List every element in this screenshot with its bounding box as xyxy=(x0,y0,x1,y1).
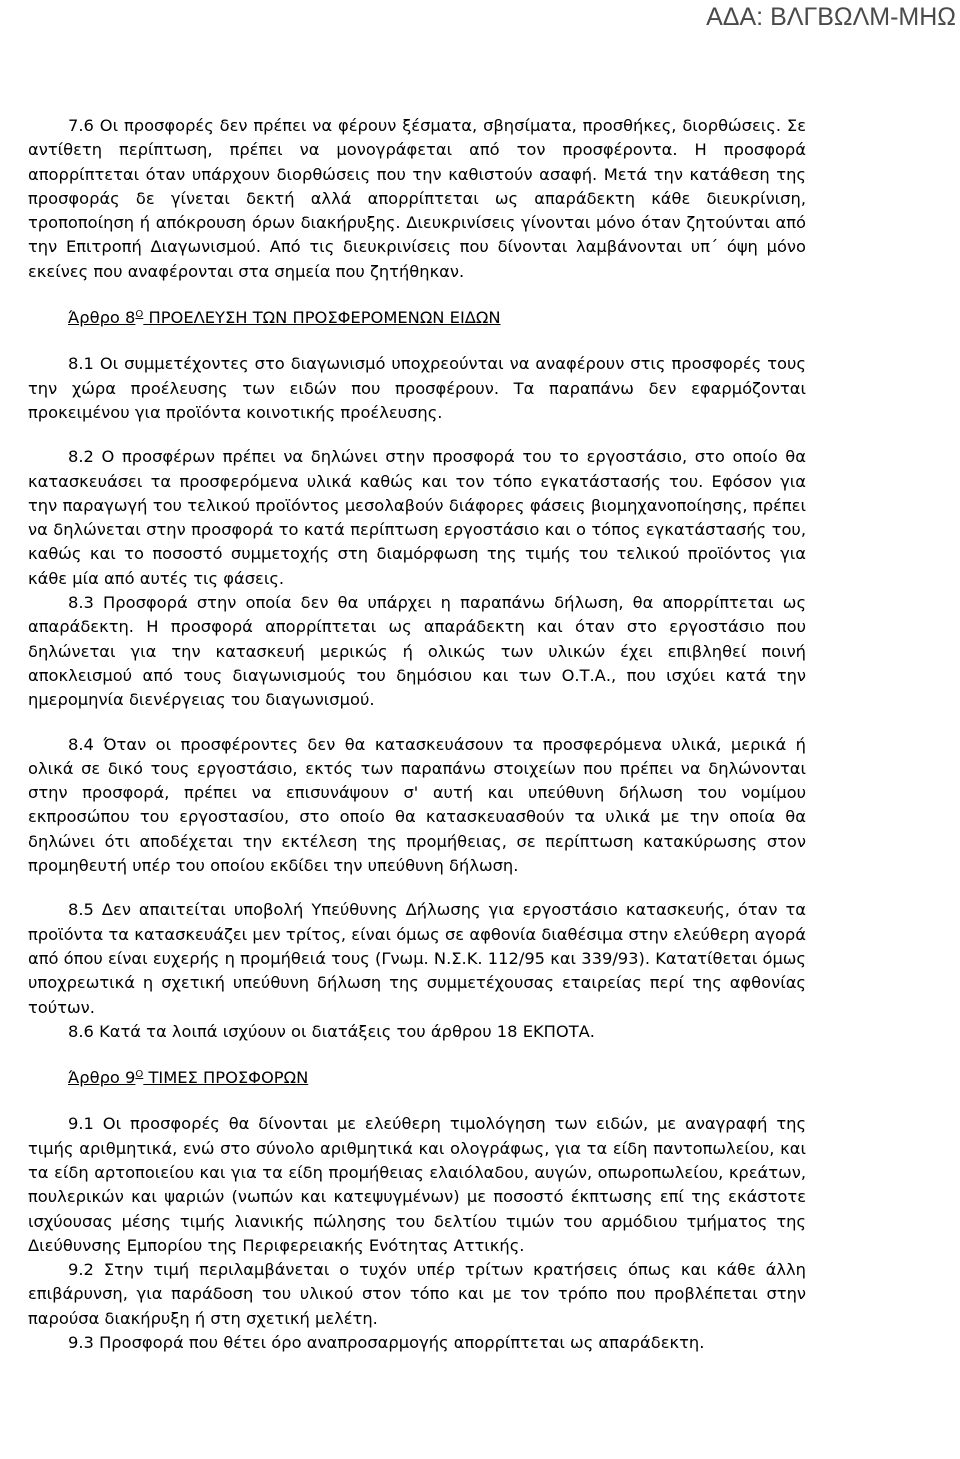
article-9-prefix: Άρθρο 9 xyxy=(68,1068,136,1088)
paragraph-8-3: 8.3 Προσφορά στην οποία δεν θα υπάρχει η παραπάνω δήλωση, θα απορρίπτεται ως απαράδεκτη. Η προσφορά απορρίπτεται ως απαράδεκτη και όταν στο εργοστάσιο που δηλώνεται για την κατασκευή μερικώς ή ολικώς των υλικών έχει επιβληθεί ποινή αποκλεισμού από τους διαγωνισμούς του δημόσιου και των Ο.Τ.Α., που ισχύει κατά την ημερομηνία διενέργειας του διαγωνισμού. xyxy=(28,593,806,710)
paragraph-8-1: 8.1 Οι συμμετέχοντες στο διαγωνισμό υποχρεούνται να αναφέρουν στις προσφορές τους την χώρα προέλευσης των ειδών που προσφέρουν. Τα παραπάνω δεν εφαρμόζονται προκειμένου για προϊόντα κοινοτικής προέλευσης. xyxy=(28,354,806,422)
paragraph-8-4: 8.4 Όταν οι προσφέροντες δεν θα κατασκευάσουν τα προσφερόμενα υλικά, μερικά ή ολικά σε δικό τους εργοστάσιο, εκτός των παραπάνω στοιχείων που πρέπει να δηλώνονται στην προσφορά, πρέπει να επισυνάψουν σ' αυτή και υπεύθυνη δήλωση του νομίμου εκπροσώπου του εργοστασίου, στο οποίο θα κατασκευασθούν τα υλικά με την οποία θα δηλώνει ότι αποδέχεται την εκτέλεση της προμήθειας, σε περίπτωση κατακύρωσης στον προμηθευτή υπέρ του οποίου εκδίδει την υπεύθυνη δήλωση. xyxy=(28,734,806,876)
paragraph-9-3: 9.3 Προσφορά που θέτει όρο αναπροσαρμογής απορρίπτεται ως απαράδεκτη. xyxy=(68,1333,705,1353)
article-8-ordinal: Ο xyxy=(135,309,144,321)
document-body xyxy=(28,114,806,1355)
article-9-heading xyxy=(28,1066,806,1090)
paragraph-8-6: 8.6 Κατά τα λοιπά ισχύουν οι διατάξεις του άρθρου 18 ΕΚΠΟΤΑ. xyxy=(68,1021,595,1041)
paragraph-9-1: 9.1 Οι προσφορές θα δίνονται με ελεύθερη τιμολόγηση των ειδών, με αναγραφή της τιμής αριθμητικά, ενώ στο σύνολο αριθμητικά και ολογράφως, για τα είδη παντοπωλείου, και τα είδη αρτοποιείου και για τα είδη προμήθειας ελαιόλαδου, αυγών, οπωροπωλείου, κρεάτων, πουλερικών και ψαριών (νωπών και κατεψυγμένων) με ποσοστό έκπτωσης επί της εκάστοτε ισχύουσας μέσης τιμής λιανικής πώλησης του δελτίου τιμών του αρμόδιου τμήματος της Διεύθυνσης Εμπορίου της Περιφερειακής Ενότητας Αττικής. xyxy=(28,1114,806,1255)
article-8-prefix: Άρθρο 8 xyxy=(68,308,136,328)
paragraph-8-2: 8.2 Ο προσφέρων πρέπει να δηλώνει στην προσφορά του το εργοστάσιο, στο οποίο θα κατασκευάσει τα προσφερόμενα υλικά καθώς και τον τόπο εγκατάστασής του. Εφόσον για την παραγωγή του τελικού προϊόντος μεσολαβούν διάφορες φάσεις βιομηχανοποίησης, πρέπει να δηλώνεται στην προσφορά το κατά περίπτωση εργοστάσιο και ο τόπος εγκατάστασής του, καθώς και το ποσοστό συμμετοχής στη διαμόρφωση της τιμής του τελικού προϊόντος για κάθε μία από αυτές τις φάσεις. xyxy=(28,447,806,588)
article-8-heading xyxy=(28,306,806,330)
ada-header: ΑΔΑ: ΒΛΓΒΩΛΜ-ΜΗΩ xyxy=(706,3,956,31)
paragraph-8-5: 8.5 Δεν απαιτείται υποβολή Υπεύθυνης Δήλωσης για εργοστάσιο κατασκευής, όταν τα προϊόντα τα κατασκευάζει μεν τρίτος, είναι όμως σε αφθονία διαθέσιμα στην ελεύθερη αγορά από όπου είναι ευχερής η προμήθειά τους (Γνωμ. Ν.Σ.Κ. 112/95 και 339/93). Κατατίθεται όμως υποχρεωτικά η σχετική υπεύθυνη δήλωση της συμμετέχουσας εταιρείας περί της αφθονίας τούτων. xyxy=(28,900,806,1017)
article-9-title: ΤΙΜΕΣ ΠΡΟΣΦΟΡΩΝ xyxy=(148,1068,309,1088)
article-8-title: ΠΡΟΕΛΕΥΣΗ ΤΩΝ ΠΡΟΣΦΕΡΟΜΕΝΩΝ ΕΙΔΩΝ xyxy=(148,308,501,328)
paragraph-9-2: 9.2 Στην τιμή περιλαμβάνεται ο τυχόν υπέρ τρίτων κρατήσεις όπως και κάθε άλλη επιβάρυνση, για παράδοση του υλικού στον τόπο και με τον τρόπο που προβλέπεται στην παρούσα διακήρυξη ή στη σχετική μελέτη. xyxy=(28,1260,806,1328)
paragraph-7-6: 7.6 Οι προσφορές δεν πρέπει να φέρουν ξέσματα, σβησίματα, προσθήκες, διορθώσεις. Σε αντίθετη περίπτωση, πρέπει να μονογράφεται από τον προσφέροντα. Η προσφορά απορρίπτεται όταν υπάρχουν διορθώσεις που την καθιστούν ασαφή. Μετά την κατάθεση της προσφοράς δε γίνεται δεκτή αλλά απορρίπτεται ως απαράδεκτη κάθε διευκρίνιση, τροποποίηση ή απόκρουση όρων διακήρυξης. Διευκρινίσεις γίνονται μόνο όταν ζητούνται από την Επιτροπή Διαγωνισμού. Από τις διευκρινίσεις που δίνονται λαμβάνονται υπ΄ όψη μόνο εκείνες που αναφέρονται στα σημεία που ζητήθηκαν. xyxy=(28,116,806,281)
article-9-ordinal: Ο xyxy=(135,1069,144,1081)
